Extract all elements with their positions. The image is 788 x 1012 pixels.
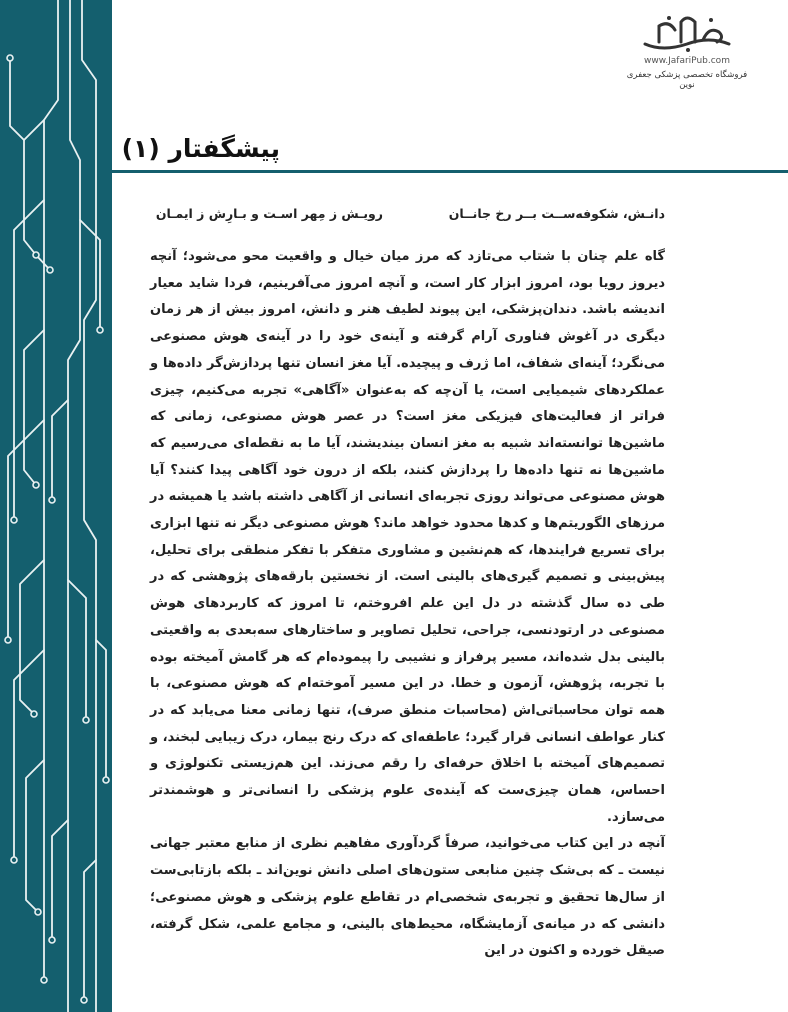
body-text [150, 244, 665, 965]
circuit-pattern [0, 0, 112, 1012]
title-divider [112, 170, 788, 173]
body-paragraph-2: آنچه در این کتاب می‌خوانید، صرفاً گردآوری مفاهیم نظری از منابع معتبر جهانی نیست ـ که بی‌شک چنین منابعی ستون‌های اصلی دانش نوین‌اند ـ بلکه بازتابی‌ست از سال‌ها تحقیق و تجربه‌ی شخصی‌ام در تقاطع علوم پزشکی و هوش مصنوعی؛ دانشی که در میانه‌ی آزمایشگاه، محیط‌های بالینی، و مجامع علمی، شکل گرفته، صیقل خورده و اکنون در این [150, 836, 665, 959]
body-paragraph-1: گاه علم چنان با شتاب می‌تازد که مرز میان خیال و واقعیت محو می‌شود؛ آنچه دیروز رویا بود، امروز ابزار کار است، و آنچه امروز می‌آفرینیم، فردا شاید معیار اندیشه باشد. دندان‌پزشکی، این پیوند لطیف هنر و دانش، امروز بیش از هر زمان دیگری در آغوش فناوری آرام گرفته و آینه‌ی خود را در آینه‌ی هوش مصنوعی می‌نگرد؛ آینه‌ای شفاف، اما ژرف و پیچیده. آیا مغز انسان تنها پردازش‌گر داده‌ها و عملکردهای شیمیایی است، یا آن‌چه که به‌عنوان «آگاهی» تجربه می‌کنیم، چیزی فراتر از فعالیت‌های فیزیکی مغز است؟ در عصر هوش مصنوعی، زمانی که ماشین‌ها توانسته‌اند شبیه به مغز انسان بیندیشند، آیا ما به نقطه‌ای می‌رسیم که ماشین‌ها نه تنها داده‌ها را پردازش کنند، بلکه از درون خود آگاهی پیدا کنند؟ آیا هوش مصنوعی می‌تواند روزی تجربه‌ای انسانی از آگاهی داشته باشد یا همیشه در مرزهای الگوریتم‌ها و کدها محدود خواهد ماند؟ هوش مصنوعی دیگر نه تنها ابزاری برای تسریع فرایندها، که هم‌نشین و مشاوری متفکر با تفکر منطقی برای تحلیل، پیش‌بینی و تصمیم گیری‌های بالینی است. از نخستین بارقه‌های پژوهشی که در طی ده سال گذشته در دل این علم افروختم، تا امروز که کاربردهای هوش مصنوعی در ارتودنسی، جراحی، تحلیل تصاویر و ساختارهای سه‌بعدی به واقعیتی بالینی بدل شده‌اند، مسیر پرفراز و نشیبی را پیموده‌ام که هر گامش آمیخته بوده با تجربه، پژوهش، آزمون و خطا. در این مسیر آموخته‌ام که هوش مصنوعی، با همه توان محاسباتی‌اش (محاسبات منطق صرف)، تنها زمانی معنا می‌یابد که در کنار عواطف انسانی قرار گیرد؛ عاطفه‌ای که درک رنج بیمار، درک زیبایی لبخند، و تصمیم‌های آمیخته با اخلاق حرفه‌ای را رقم می‌زند. این هم‌زیستی تکنولوژی و احساس، همان چیزی‌ست که آینده‌ی علوم پزشکی را انسانی‌تر و هوشمندتر می‌سازد. [150, 249, 665, 825]
publisher-url: www.JafariPub.com [644, 56, 730, 66]
decorative-sidebar [0, 0, 112, 1012]
publisher-logo [622, 12, 752, 102]
publisher-shop-name: فروشگاه تخصصی پزشکی جعفری نوین [626, 70, 748, 90]
epigraph-part-2: رویـش ز مِهر اسـت و بـارِش ز ایمـان [155, 206, 383, 221]
logo-emblem-icon [639, 12, 735, 56]
epigraph-part-1: دانـش، شکوفه‌ســت بــر رخ جانــان [448, 206, 665, 221]
page-title: پیشگفتار (۱) [121, 134, 280, 163]
